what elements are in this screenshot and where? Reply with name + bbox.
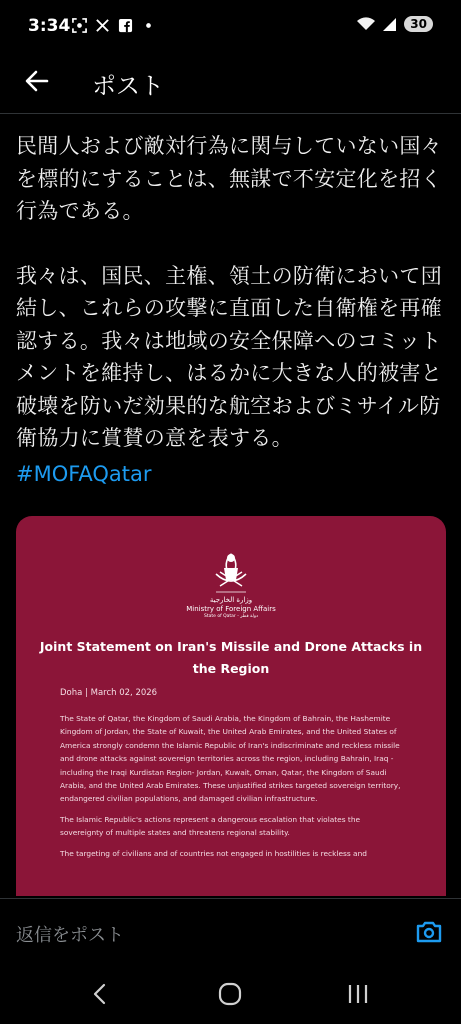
page-title: ポスト <box>92 72 164 100</box>
ministry-name-english: Ministry of Foreign Affairs <box>186 605 276 613</box>
reply-input[interactable]: 返信をポスト <box>16 925 124 946</box>
dot-icon <box>141 18 156 33</box>
facebook-icon <box>118 18 133 33</box>
signal-icon <box>382 16 398 32</box>
post-paragraph: 我々は、国民、主権、領土の防衛において団結し、これらの攻撃に直面した自衛権を再確認する。我々は地域の安全保障へのコミットメントを維持し、はるかに大きな人的被害と破壊を防いだ効果的な航空およびミサイル防衛協力に賞賛の意を表する。 <box>16 263 442 450</box>
statement-body <box>60 712 402 867</box>
camera-icon[interactable] <box>415 917 443 945</box>
statement-paragraph: The Islamic Republic's actions represent a dangerous escalation that violates the sovereignty of multiple states and threatens regional stability. <box>60 814 361 838</box>
statement-paragraph: The State of Qatar, the Kingdom of Saudi Arabia, the Kingdom of Bahrain, the Hashemite Kingdom of Jordan, the State of Kuwait, the United Arab Emirates, and the United States of America strongly condemn the Islamic Republic of Iran's indiscriminate and reckless missile and drone attacks against sovereign territories across the region, including Bahrain, Iraq -including the Iraqi Kurdistan Region- Jordan, Kuwait, Oman, Qatar, the Kingdom of Saudi Arabia, and the United Arab Emirates. These unjustified strikes targeted sovereign territory, endangered civilian populations, and damaged civilian infrastructure. <box>60 714 401 804</box>
status-bar <box>0 0 461 50</box>
statement-date: Doha | March 02, 2026 <box>60 688 158 698</box>
post-image[interactable] <box>16 516 446 896</box>
system-nav-bar <box>0 964 461 1024</box>
status-time: 3:34 <box>28 16 71 36</box>
statement-paragraph: The targeting of civilians and of countries not engaged in hostilities is reckless and <box>60 848 367 858</box>
battery-indicator: 30 <box>404 16 433 32</box>
back-nav-icon[interactable] <box>86 980 114 1008</box>
statement-title: Joint Statement on Iran's Missile and Drone Attacks in the Region <box>39 639 423 676</box>
post-body <box>16 130 448 487</box>
ministry-name-arabic: وزارة الخارجية <box>209 596 253 604</box>
screenshot-icon <box>72 18 87 33</box>
home-nav-icon[interactable] <box>216 980 244 1008</box>
arrow-left-icon[interactable] <box>22 66 52 96</box>
ministry-subtitle: State of Qatar - دولة قطر <box>204 614 258 619</box>
post-paragraph: 民間人および敵対行為に関与していない国々を標的にすることは、無謀で不安定化を招く行為である。 <box>16 134 442 223</box>
header <box>0 52 461 114</box>
hashtag-link[interactable]: #MOFAQatar <box>16 462 152 486</box>
reply-bar <box>0 898 461 964</box>
recents-nav-icon[interactable] <box>344 980 372 1008</box>
ministry-name <box>176 596 286 620</box>
x-icon <box>95 18 110 33</box>
wifi-icon <box>356 16 376 32</box>
